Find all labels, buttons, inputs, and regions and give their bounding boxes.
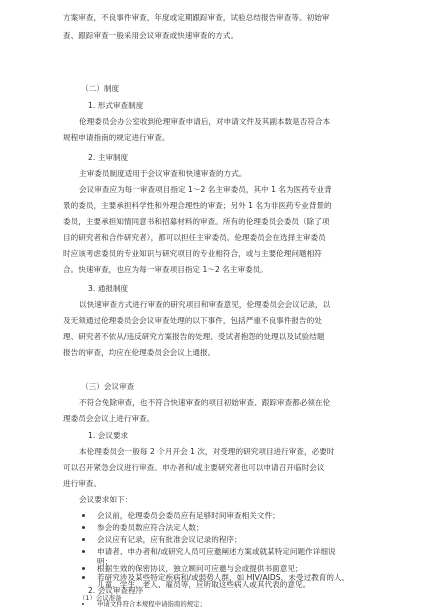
bullet-icon — [82, 550, 85, 553]
text-line: 进行审查。 — [63, 479, 102, 488]
text-line: 景的委员，主要承担科学性和外理合理性的审查；另外 1 名为非医药专业背景的 — [63, 201, 332, 210]
list-item: 会议应有记录，应有批准会议记录的程序； — [97, 535, 242, 544]
text-line: 主审委员制度适用于会议审查和快速审查的方式。 — [79, 169, 247, 178]
bullet-icon — [82, 567, 85, 570]
subsection-title: 2. 会议审查程序 — [88, 586, 144, 595]
text-line: 以快速审查方式进行审查的研究项目和审查意见，伦理委员会会议记录，以 — [79, 300, 331, 309]
bullet-icon — [82, 576, 85, 579]
list-item-continuation: 明； — [97, 557, 113, 566]
bullet-icon — [82, 603, 84, 605]
text-line: 理、研究者不依从/违反研究方案报告的处理、受试者抱怨的处理以及试验结题 — [63, 332, 325, 341]
list-item: 根据生效的保密协议，独立顾问可应邀与会或提供书面意见； — [97, 564, 303, 573]
text-line: 可以召开紧急会议进行审查。申办者和/或主要研究者也可以申请召开临时会议 — [63, 463, 325, 472]
list-item: 参会的委员数应符合法定人数； — [97, 523, 204, 532]
text-line: 本伦理委员会一般每 2 个月开会 1 次，对受理的研究项目进行审查，必要时 — [79, 447, 335, 456]
text-line: 查、跟踪审查一般采用会议审查或快速审查的方式。 — [63, 31, 239, 40]
bullet-icon — [82, 514, 85, 517]
bullet-icon — [82, 538, 85, 541]
bullet-icon — [82, 526, 85, 529]
list-item: 若研究涉及某些特定疾病和/或弱势人群，如 HIV/AIDS、未受过教育的人、 — [97, 573, 350, 582]
text-line: 合。快速审查，也应为每一审查项目指定 1～2 名主审委员。 — [63, 265, 268, 274]
subsection-title: 2. 主审制度 — [88, 153, 129, 162]
text-line: 委员，主要承担知情同意书和招募材料的审查。所有的伦理委员会委员（除了项 — [63, 217, 330, 226]
text-line: 时应该考虑委员的专业知识与研究项目的专业相符合，或与主要伦理问题相符 — [63, 249, 322, 258]
list-item: 会议前，伦理委员会委员应有足够时间审查相关文件； — [97, 511, 280, 520]
text-line: 不符合免除审查，也不符合快速审查的项目初始审查、跟踪审查都必须在伦 — [79, 398, 331, 407]
section-heading: （三）会议审查 — [81, 382, 135, 391]
subsection-title: 1. 会议要求 — [88, 431, 129, 440]
subsection-title: 3. 通报制度 — [88, 284, 129, 293]
text-line: 会议审查应为每一审查项目指定 1～2 名主审委员，其中 1 名为医药专业背 — [79, 185, 332, 194]
text-line: 及无须通过伦理委员会会议审查处理的以下事件，包括严重不良事件报告的处 — [63, 316, 322, 325]
text-line: 报告的审查，均应在伦理委员会会议上通报。 — [63, 348, 216, 357]
text-line: 理委员会会议上进行审查。 — [63, 414, 155, 423]
section-heading: （二）制度 — [81, 84, 120, 93]
text-line: 规程申请指南的规定进行审查。 — [63, 133, 170, 142]
list-item: 申请者、申办者和/或研究人员可应邀阐述方案或就某特定问题作详细说 — [97, 547, 336, 556]
subsection-subtitle: （1）会议准备 — [79, 594, 122, 602]
list-item-continuation: 儿童、学生、老人、雇员等，应听取这些病人或其代表的意见。 — [97, 580, 311, 589]
text-line: 伦理委员会办公室收到伦理审查申请后，对申请文件及其副本数是否符合本 — [79, 117, 331, 126]
list-item: 申请文件符合本规程申请指南的规定； — [97, 600, 206, 608]
text-line: 方案审查，不良事件审查，年度或定期跟踪审查，试验总结报告审查等。初始审 — [63, 13, 330, 22]
text-line: 目的研究者和合作研究者），都可以担任主审委员。伦理委员会在选择主审委员 — [63, 233, 326, 242]
subsection-title: 1. 形式审查制度 — [88, 101, 144, 110]
text-line: 会议要求如下： — [79, 495, 133, 504]
